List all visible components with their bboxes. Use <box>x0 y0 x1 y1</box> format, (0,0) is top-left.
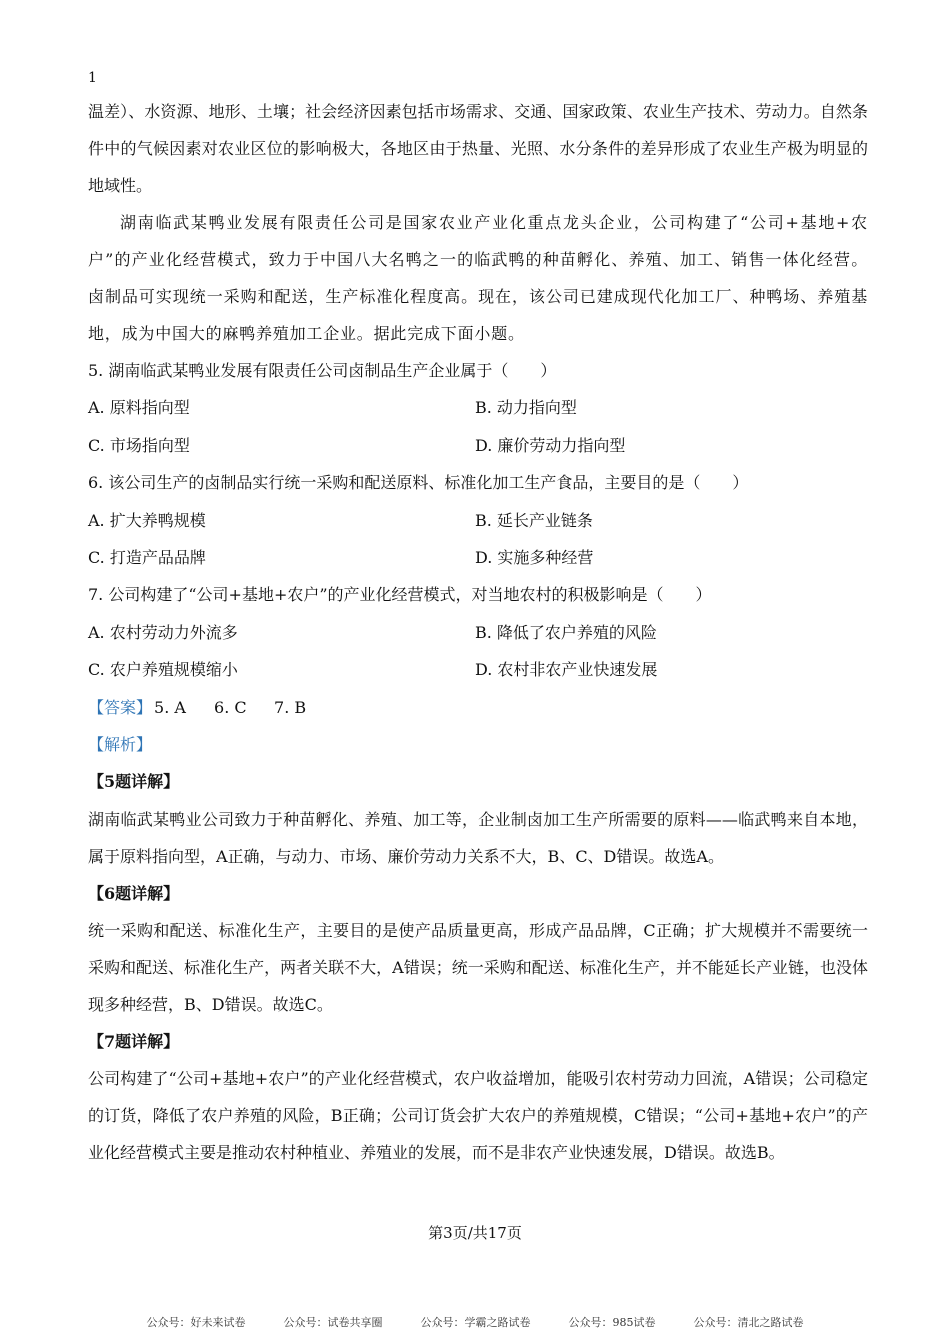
footer-item: 公众号：985试卷 <box>568 1316 656 1329</box>
option-row <box>88 389 868 426</box>
detail-heading: 【5题详解】 <box>88 772 180 792</box>
option-d: D. 实施多种经营 <box>475 547 594 567</box>
option-row <box>88 427 868 464</box>
option-c: C. 农户养殖规模缩小 <box>88 660 238 680</box>
question-stem: 5. 湖南临武某鸭业发展有限责任公司卤制品生产企业属于（ ） <box>88 361 557 380</box>
footer-item: 公众号：好未来试卷 <box>146 1316 246 1329</box>
footer-item: 公众号：试卷共享圈 <box>283 1316 383 1329</box>
answer-line <box>88 689 868 726</box>
detail-text: 统一采购和配送、标准化生产，主要目的是使产品质量更高，形成产品品牌，C正确；扩大规模并不需要统一采购和配送、标准化生产，两者关联不大，A错误；统一采购和配送、标准化生产，并不能延长产业链，也没体现多种经营，B、D错误。故选C。 <box>88 921 868 1015</box>
option-row <box>88 539 868 576</box>
option-b: B. 延长产业链条 <box>475 510 593 530</box>
passage-paragraph: 湖南临武某鸭业发展有限责任公司是国家农业产业化重点龙头企业，公司构建了“公司+基地+农户”的产业化经营模式，致力于中国八大名鸭之一的临武鸭的种苗孵化、养殖、加工、销售一体化经营。卤制品可实现统一采购和配送，生产标准化程度高。现在，该公司已建成现代化加工厂、种鸭场、养殖基地，成为中国大的麻鸭养殖加工企业。据此完成下面小题。 <box>88 213 868 343</box>
footer-item: 公众号：清北之路试卷 <box>693 1316 804 1329</box>
option-row <box>88 651 868 688</box>
option-b: B. 降低了农户养殖的风险 <box>475 622 657 642</box>
answer-item: 7. B <box>274 697 307 717</box>
option-a: A. 扩大养鸭规模 <box>88 510 206 530</box>
option-row <box>88 614 868 651</box>
question-stem: 6. 该公司生产的卤制品实行统一采购和配送原料、标准化加工生产食品，主要目的是（ ） <box>88 473 749 493</box>
answer-item: 5. A <box>154 697 186 717</box>
option-row <box>88 502 868 539</box>
option-c: C. 打造产品品牌 <box>88 547 206 567</box>
option-a: A. 农村劳动力外流多 <box>88 622 238 642</box>
intro-paragraph: 温差）、水资源、地形、土壤；社会经济因素包括市场需求、交通、国家政策、农业生产技术、劳动力。自然条件中的气候因素对农业区位的影响极大，各地区由于热量、光照、水分条件的差异形成了农业生产极为明显的地域性。 <box>88 102 868 195</box>
answer-tag: 【答案】 <box>88 697 153 717</box>
option-d: D. 廉价劳动力指向型 <box>475 435 626 455</box>
detail-heading: 【6题详解】 <box>88 883 180 903</box>
question-stem: 7. 公司构建了“公司+基地+农户”的产业化经营模式，对当地农村的积极影响是（ ） <box>88 585 712 605</box>
analysis-tag: 【解析】 <box>88 734 153 754</box>
option-c: C. 市场指向型 <box>88 435 190 455</box>
question-6 <box>88 464 868 576</box>
detail-text: 湖南临武某鸭业公司致力于种苗孵化、养殖、加工等，企业制卤加工生产所需要的原料——临武鸭来自本地，属于原料指向型，A正确，与动力、市场、廉价劳动力关系不大，B、C、D错误。故选A。 <box>88 809 868 866</box>
corner-mark: 1 <box>88 70 97 86</box>
page-content <box>88 93 868 1171</box>
page-number: 第3页/共17页 <box>428 1224 522 1242</box>
question-7 <box>88 576 868 688</box>
option-b: B. 动力指向型 <box>475 398 577 418</box>
question-5 <box>88 352 868 464</box>
option-a: A. 原料指向型 <box>88 398 190 418</box>
footer-item: 公众号：学霸之路试卷 <box>420 1316 531 1329</box>
footer <box>0 1314 950 1330</box>
answer-item: 6. C <box>214 697 247 717</box>
detail-text: 公司构建了“公司+基地+农户”的产业化经营模式，农户收益增加，能吸引农村劳动力回流，A错误；公司稳定的订货，降低了农户养殖的风险，B正确；公司订货会扩大农户的养殖规模，C错误；“公司+基地+农户”的产业化经营模式主要是推动农村种植业、养殖业的发展，而不是非农产业快速发展，D错误。故选B。 <box>88 1069 868 1163</box>
detail-heading: 【7题详解】 <box>88 1032 180 1052</box>
option-d: D. 农村非农产业快速发展 <box>475 660 658 680</box>
